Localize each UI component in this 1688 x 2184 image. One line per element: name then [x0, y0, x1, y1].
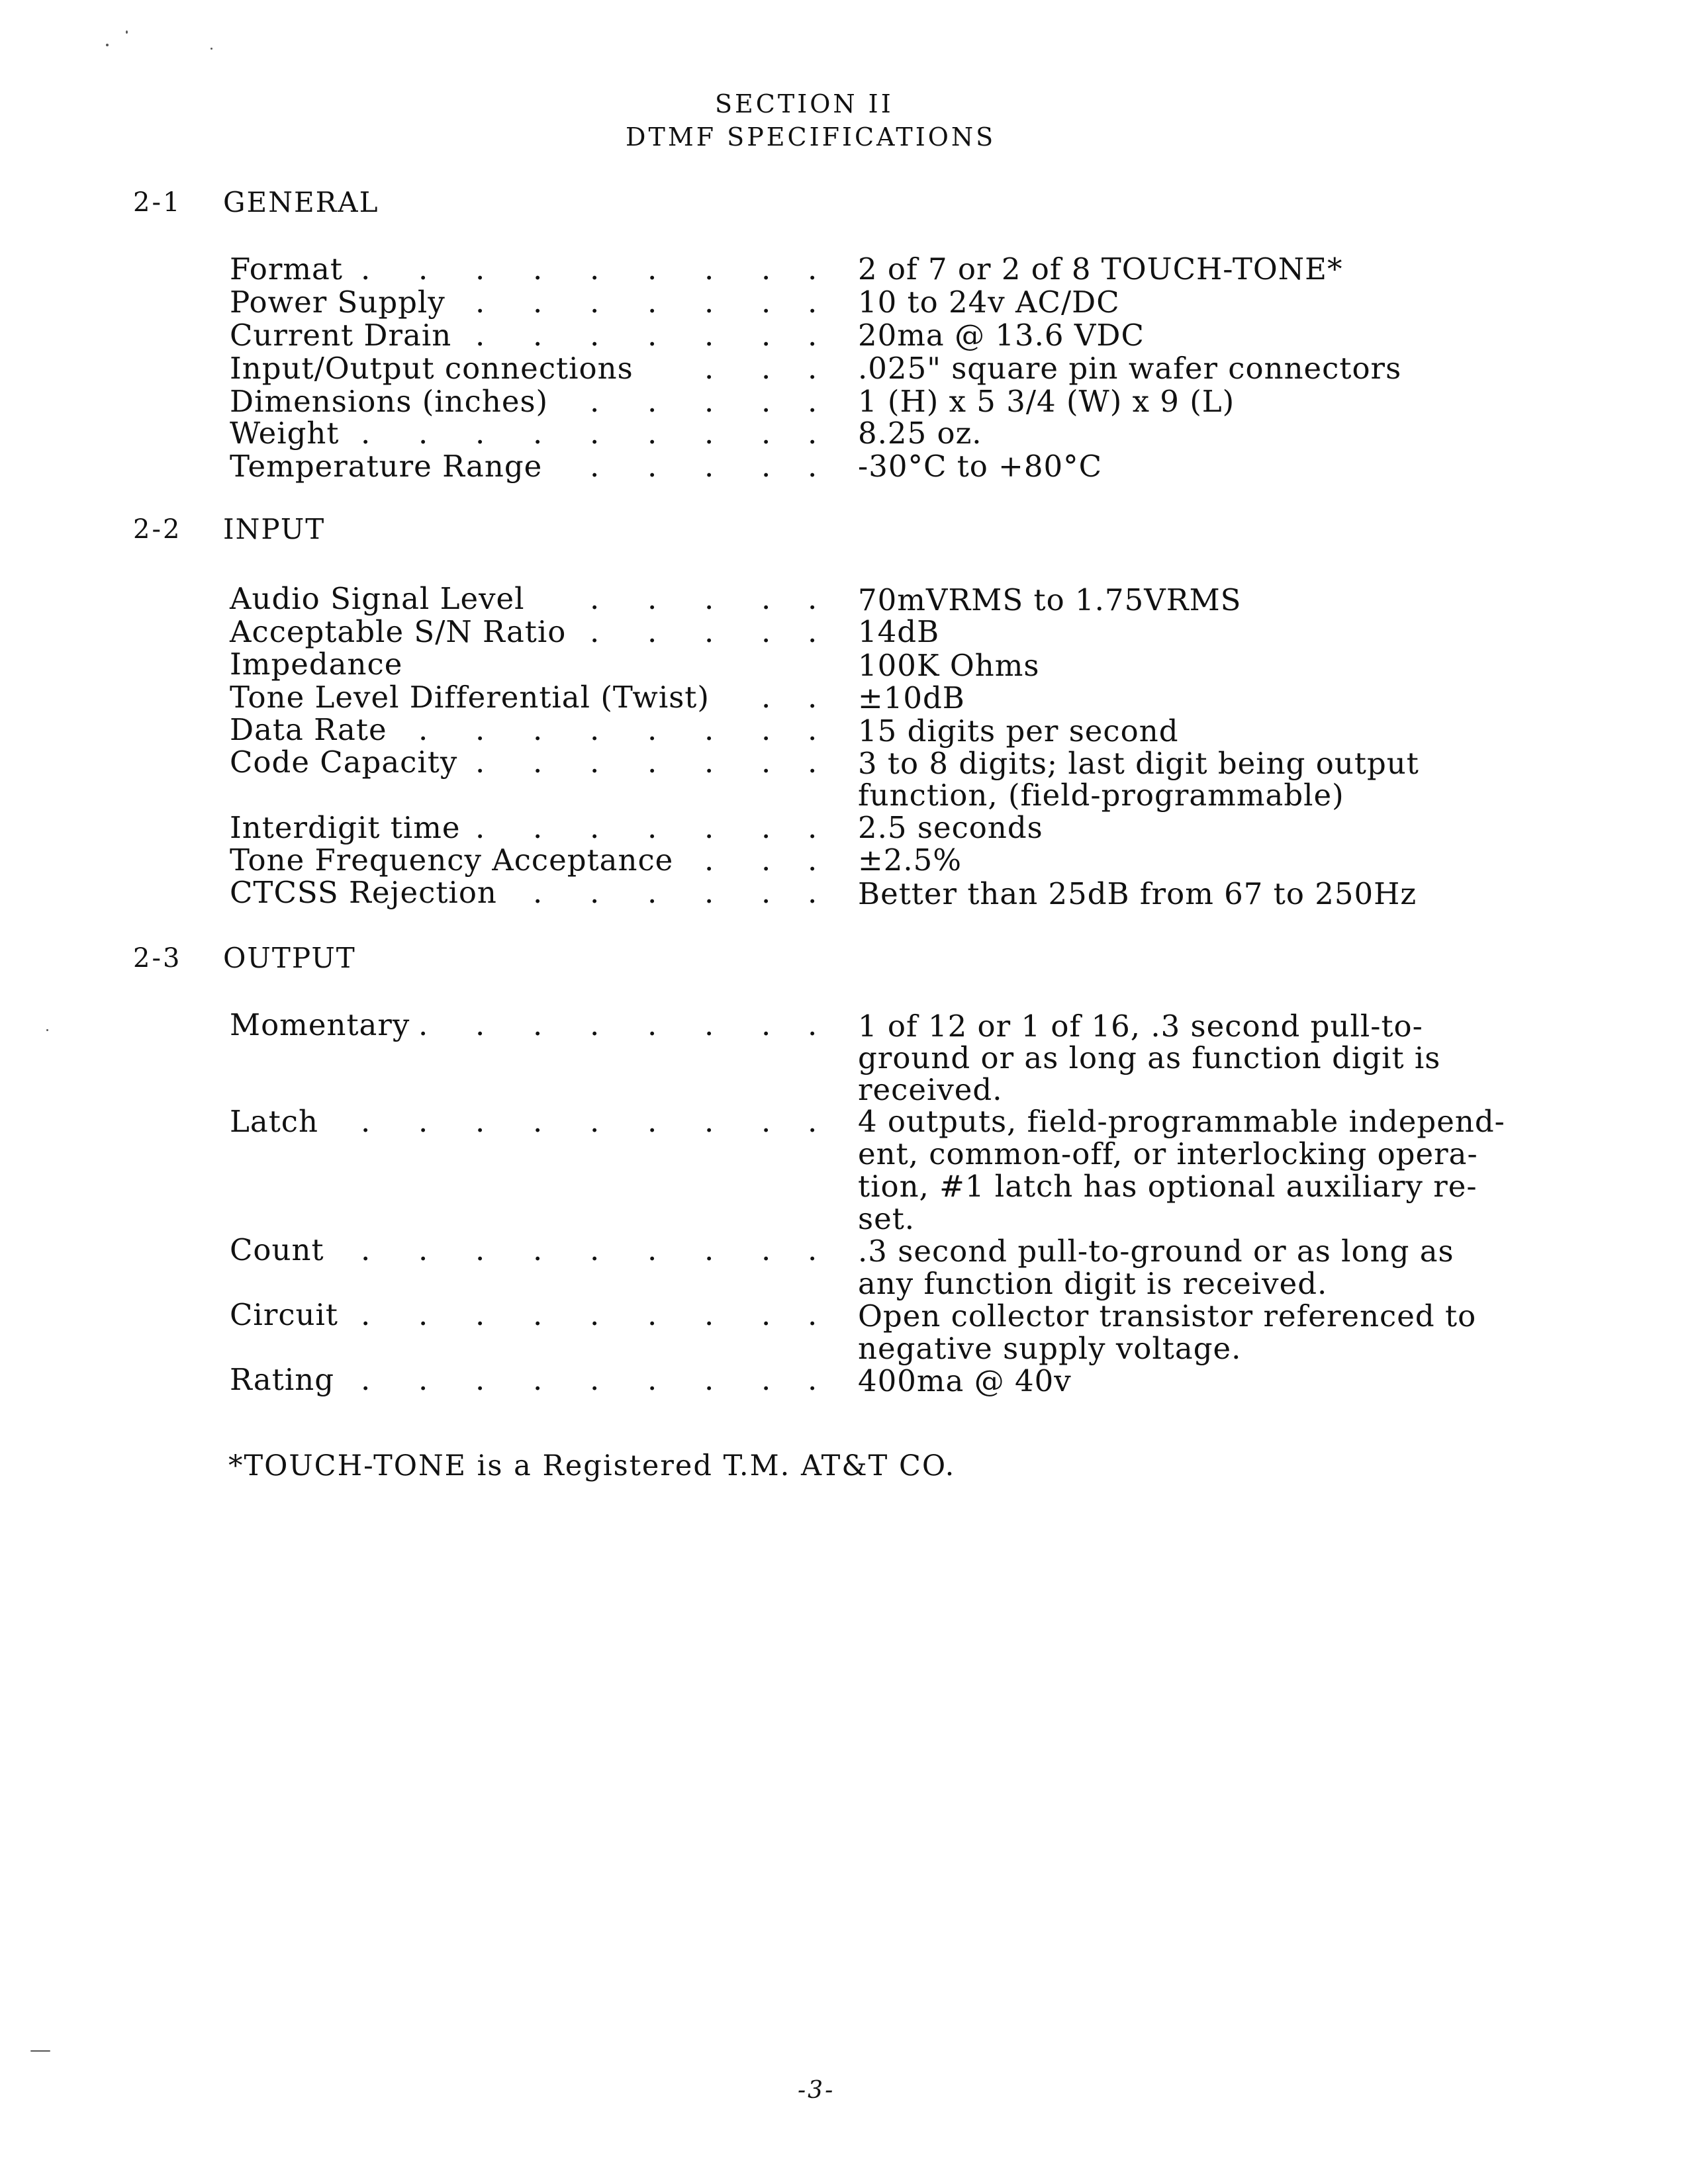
spec-value-interdigit-time: 2.5 seconds	[858, 810, 1043, 845]
spec-value-sn-ratio: 14dB	[858, 614, 940, 649]
section-heading: SECTION II	[715, 89, 894, 118]
spec-value-temperature-range: -30°C to +80°C	[858, 449, 1103, 484]
spec-label-dimensions: Dimensions (inches)	[230, 384, 549, 419]
spec-value-momentary-line2: ground or as long as function digit is	[858, 1040, 1441, 1075]
page-number: -3-	[798, 2077, 835, 2104]
spec-value-latch-line2: ent, common-off, or interlocking opera-	[858, 1136, 1478, 1171]
spec-label-audio-signal-level: Audio Signal Level	[230, 581, 525, 616]
spec-value-latch-line3: tion, #1 latch has optional auxiliary re-	[858, 1169, 1477, 1204]
spec-label-power-supply: Power Supply	[230, 285, 445, 320]
spec-value-latch-line4: set.	[858, 1201, 915, 1236]
spec-value-data-rate: 15 digits per second	[858, 713, 1179, 749]
spec-label-momentary: Momentary	[230, 1007, 410, 1042]
document-title: DTMF SPECIFICATIONS	[626, 122, 996, 152]
scan-speck	[46, 1029, 48, 1031]
section-number: 2-3	[133, 943, 182, 974]
spec-label-format: Format	[230, 251, 343, 287]
spec-value-circuit: Open collector transistor referenced to	[858, 1298, 1477, 1334]
spec-label-latch: Latch	[230, 1104, 318, 1139]
section-number: 2-2	[133, 514, 182, 545]
spec-value-code-capacity-line2: function, (field-programmable)	[858, 778, 1344, 813]
scan-speck	[211, 48, 212, 50]
spec-value-dimensions: 1 (H) x 5 3/4 (W) x 9 (L)	[858, 384, 1235, 419]
spec-value-impedance: 100K Ohms	[858, 648, 1040, 683]
spec-value-latch: 4 outputs, field-programmable independ-	[858, 1104, 1505, 1139]
spec-value-rating: 400ma @ 40v	[858, 1363, 1072, 1398]
spec-value-ctcss-rejection: Better than 25dB from 67 to 250Hz	[858, 876, 1417, 911]
spec-label-weight: Weight	[230, 416, 340, 451]
section-title: OUTPUT	[223, 942, 356, 974]
scan-speck	[106, 44, 109, 46]
spec-value-momentary: 1 of 12 or 1 of 16, .3 second pull-to-	[858, 1009, 1423, 1044]
spec-label-code-capacity: Code Capacity	[230, 745, 458, 780]
spec-label-current-drain: Current Drain	[230, 318, 452, 353]
spec-label-count: Count	[230, 1232, 324, 1267]
spec-label-sn-ratio: Acceptable S/N Ratio	[230, 614, 567, 649]
spec-value-audio-signal-level: 70mVRMS to 1.75VRMS	[858, 582, 1242, 617]
spec-label-temperature-range: Temperature Range	[230, 449, 543, 484]
spec-value-count-line2: any function digit is received.	[858, 1266, 1328, 1301]
spec-label-ctcss-rejection: CTCSS Rejection	[230, 875, 497, 910]
spec-value-format: 2 of 7 or 2 of 8 TOUCH-TONE*	[858, 251, 1343, 287]
spec-label-tone-frequency-acceptance: Tone Frequency Acceptance	[230, 842, 674, 878]
spec-label-twist: Tone Level Differential (Twist)	[230, 680, 710, 715]
spec-value-twist: ±10dB	[858, 680, 965, 715]
spec-value-count: .3 second pull-to-ground or as long as	[858, 1234, 1454, 1269]
spec-label-data-rate: Data Rate	[230, 712, 387, 747]
spec-label-io-connections: Input/Output connections	[230, 351, 633, 386]
spec-value-io-connections: .025" square pin wafer connectors	[858, 351, 1402, 386]
spec-value-weight: 8.25 oz.	[858, 416, 982, 451]
spec-label-interdigit-time: Interdigit time	[230, 810, 461, 845]
trademark-footnote: *TOUCH-TONE is a Registered T.M. AT&T CO.	[228, 1449, 956, 1482]
spec-value-code-capacity: 3 to 8 digits; last digit being output	[858, 746, 1419, 781]
spec-label-impedance: Impedance	[230, 647, 403, 682]
spec-value-circuit-line2: negative supply voltage.	[858, 1331, 1242, 1366]
spec-value-momentary-line3: received.	[858, 1072, 1003, 1107]
spec-label-circuit: Circuit	[230, 1297, 338, 1332]
scan-speck	[30, 2050, 50, 2052]
section-number: 2-1	[133, 187, 182, 218]
spec-value-tone-frequency-acceptance: ±2.5%	[858, 842, 962, 878]
scan-speck	[126, 30, 128, 34]
section-title: INPUT	[223, 513, 326, 545]
section-title: GENERAL	[223, 186, 379, 218]
spec-value-power-supply: 10 to 24v AC/DC	[858, 285, 1120, 320]
spec-value-current-drain: 20ma @ 13.6 VDC	[858, 318, 1145, 353]
spec-label-rating: Rating	[230, 1362, 335, 1397]
